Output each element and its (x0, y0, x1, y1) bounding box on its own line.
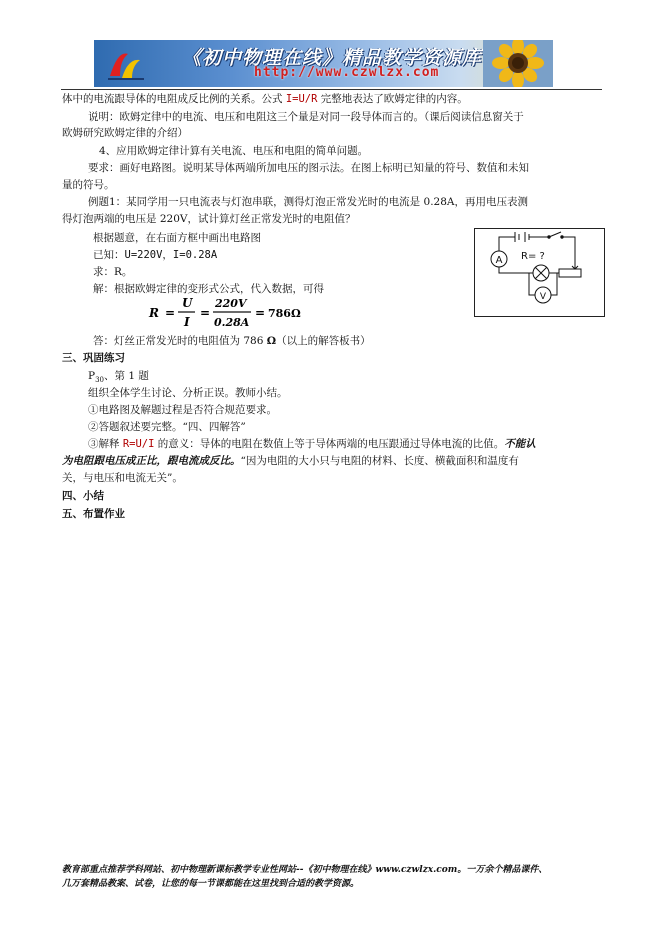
circuit-schematic (475, 229, 604, 316)
section-4-heading: 四、小结 (62, 490, 104, 502)
point-1: ①电路图及解题过程是否符合规范要求。 (88, 404, 277, 416)
para-line-1: 体中的电流跟导体的电阻成反比例的关系。公式 I=U/R 完整地表达了欧姆定律的内容。 (62, 93, 468, 105)
header-divider (61, 89, 602, 90)
item-4-heading: 4、应用欧姆定律计算有关电流、电压和电阻的简单问题。 (99, 145, 369, 157)
example-line-1: 例题1：某同学用一只电流表与灯泡串联，测得灯泡正常发光时的电流是 0.28A，再用电压表测 (88, 196, 528, 208)
ohm-formula-inline: I=U/R (285, 93, 318, 105)
section-3-heading: 三、巩固练习 (62, 352, 125, 364)
point-3-line-1: ③解释 R=U/I 的意义：导体的电阻在数值上等于导体两端的电压跟通过导体电流的比值。不能认 (88, 438, 536, 450)
explanation-line-1: 说明：欧姆定律中的电流、电压和电阻这三个量是对同一段导体而言的。（课后阅读信息窗关于 (88, 111, 524, 123)
svg-text:=: = (200, 306, 211, 320)
switch-lever (549, 232, 561, 237)
header-banner (94, 40, 553, 87)
formula-den-2: 0.28A (214, 316, 250, 329)
ammeter-label: A (495, 255, 503, 266)
exercise-ref: $P_{30}$、第 1 题 (88, 370, 149, 385)
section-5-heading: 五、布置作业 (62, 508, 125, 520)
footer-line-1: 教育部重点推荐学科网站、初中物理新课标教学专业性网站--《初中物理在线》www.czwlzx.com。一万余个精品课件、 (62, 865, 548, 875)
point-3-line-2: 为电阻跟电压成正比，跟电流成反比。“因为电阻的大小只与电阻的材料、长度、横截面积和温度有 (62, 455, 519, 467)
ohm-law-formula (145, 294, 305, 330)
draw-circuit-instruction: 根据题意，在右面方框中画出电路图 (93, 232, 261, 244)
svg-text:=: = (255, 306, 266, 320)
requirement-line-1: 要求：画好电路图。说明某导体两端所加电压的图示法。在图上标明已知量的符号、数值和未知 (88, 162, 529, 174)
header-url[interactable]: http://www.czwlzx.com (254, 65, 440, 80)
site-logo-icon (106, 46, 146, 82)
rheostat-symbol (559, 269, 581, 277)
ohm-unit: Ω (266, 335, 277, 347)
circuit-diagram (474, 228, 605, 317)
point-2: ②答题叙述要完整。“四、四解答” (88, 421, 246, 433)
header-title: 《初中物理在线》精品教学资源库 (182, 47, 483, 69)
resistance-formula-inline: R=U/I (122, 438, 155, 450)
svg-text:=: = (165, 306, 176, 320)
discussion-line: 组织全体学生讨论、分析正误。教师小结。 (88, 387, 288, 399)
formula-result: 786Ω (268, 307, 301, 320)
unknown-resistance-label: R= ? (521, 251, 545, 262)
answer-line: 答：灯丝正常发光时的电阻值为 786 Ω（以上的解答板书） (93, 335, 371, 347)
formula-den-1: I (184, 315, 190, 329)
formula-lhs: R (149, 306, 159, 320)
solution-intro: 解：根据欧姆定律的变形式公式，代入数据，可得 (93, 283, 324, 295)
requirement-line-2: 量的符号。 (62, 179, 115, 191)
point-3-line-3: 关，与电压和电流无关”。 (62, 472, 183, 484)
formula-num-1: U (182, 296, 193, 310)
explanation-line-2: 欧姆研究欧姆定律的介绍） (62, 127, 188, 139)
sunflower-icon (483, 40, 553, 87)
footer-line-2: 几万套精品教案、试卷，让您的每一节课都能在这里找到合适的教学资源。 (62, 879, 360, 889)
voltmeter-label: V (539, 292, 547, 302)
find-value: 求：R。 (93, 266, 133, 278)
example-line-2: 得灯泡两端的电压是 220V，试计算灯丝正常发光时的电阻值？ (62, 213, 356, 225)
known-values: 已知：U=220V，I=0.28A (93, 249, 218, 261)
formula-num-2: 220V (215, 297, 247, 310)
